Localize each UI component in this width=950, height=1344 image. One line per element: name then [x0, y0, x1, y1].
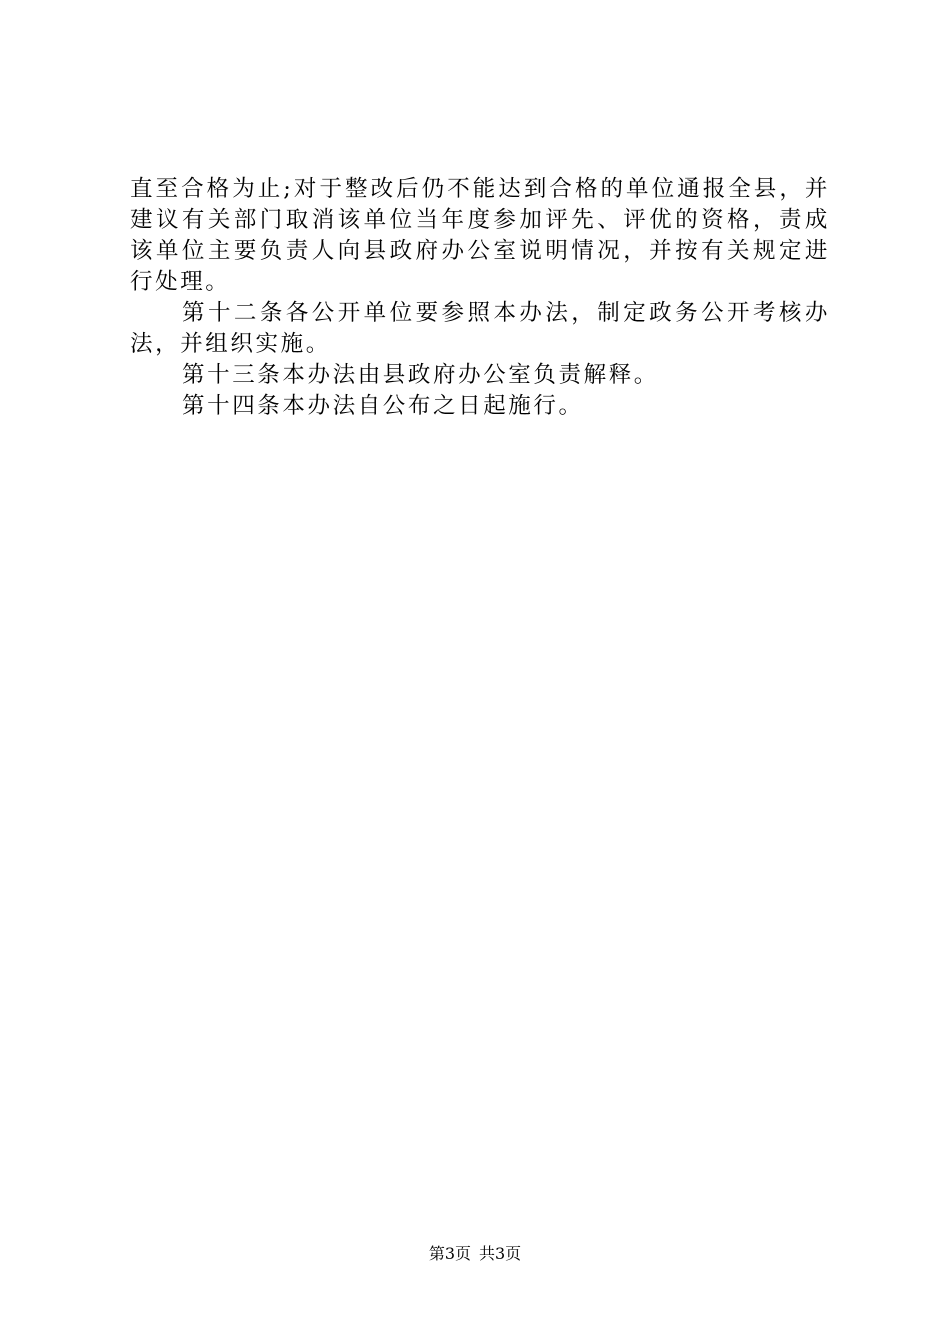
- page-number: 第3页: [428, 1244, 471, 1263]
- paragraph-article-12: 第十二条各公开单位要参照本办法，制定政务公开考核办法，并组织实施。: [130, 300, 830, 357]
- paragraph-article-14: 第十四条本办法自公布之日起施行。: [182, 393, 584, 419]
- page-total: 共3页: [479, 1244, 522, 1263]
- paragraph-continuation: 直至合格为止;对于整改后仍不能达到合格的单位通报全县，并建议有关部门取消该单位当年度参加评先、评优的资格，责成该单位主要负责人向县政府办公室说明情况，并按有关规定进行处理。: [130, 176, 830, 295]
- document-body: [130, 174, 830, 422]
- page-footer: [0, 1243, 950, 1265]
- paragraph-article-13: 第十三条本办法由县政府办公室负责解释。: [182, 362, 659, 388]
